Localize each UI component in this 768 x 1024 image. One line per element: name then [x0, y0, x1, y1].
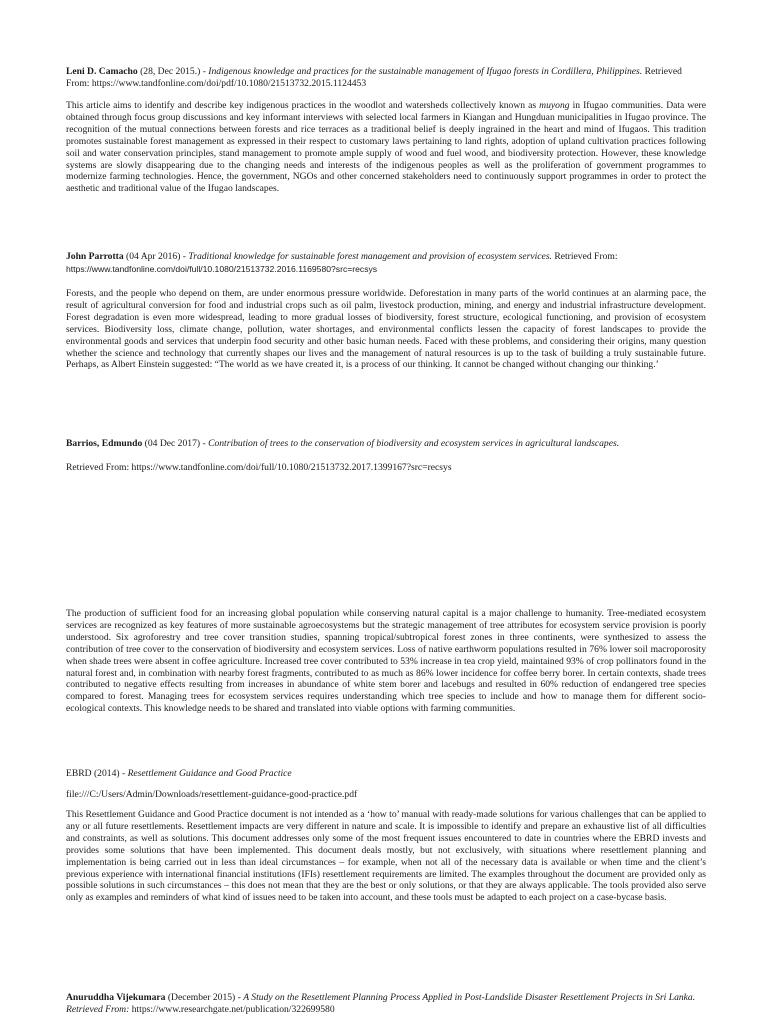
citation — [66, 768, 706, 780]
reference-entry-ebrd — [66, 768, 706, 904]
citation — [66, 66, 706, 90]
retrieved-label: Retrieved From: — [551, 251, 618, 262]
article-title: Resettlement Guidance and Good Practice — [127, 768, 292, 779]
article-url[interactable]: https://www.tandfonline.com/doi/full/10.1080/21513732.2016.1169580?src=recsys — [66, 264, 378, 274]
publication-date: (04 Dec 2017) - — [142, 438, 209, 449]
retrieved-label: Retrieved From: — [66, 66, 682, 89]
reference-abstract-barrios — [66, 608, 706, 715]
author-name: Barrios, Edmundo — [66, 438, 143, 449]
abstract — [66, 100, 706, 195]
citation — [66, 438, 706, 450]
article-url[interactable]: https://www.tandfonline.com/doi/pdf/10.1080/21513732.2015.1124453 — [91, 78, 367, 89]
abstract-text: This article aims to identify and describe key indigenous practices in the woodlot and watersheds collectively known as — [66, 100, 540, 111]
reference-entry-camacho — [66, 66, 706, 195]
publication-date: (28, Dec 2015.) - — [140, 66, 209, 77]
file-path[interactable]: file:///C:/Users/Admin/Downloads/resettlement-guidance-good-practice.pdf — [66, 789, 358, 800]
article-title: Traditional knowledge for sustainable forest management and provision of ecosystem services. — [188, 251, 552, 262]
article-title: Indigenous knowledge and practices for the sustainable management of Ifugao forests in Cordillera, Philippines. — [208, 66, 643, 77]
reference-entry-parrotta — [66, 251, 706, 371]
article-title: Contribution of trees to the conservation of biodiversity and ecosystem services in agricultural landscapes. — [208, 438, 620, 449]
abstract: The production of sufficient food for an increasing global population while conserving natural capital is a major challenge to humanity. Tree-mediated ecosystem services are recognized as key features of more sustainable agroecosystems but the strategic management of tree attributes for ecosystem service provision is poorly understood. Six agroforestry and tree cover transition studies, spanning tropical/subtropical forest zones in three continents, were synthesized to assess the contribution of tree cover to the conservation of biodiversity and ecosystem services. Loss of native earthworm populations resulted in 76% lower soil macroporosity when shade trees were absent in coffee agriculture. Increased tree cover contributed to 53% increase in tea crop yield, maintained 93% of crop pollinators found in the natural forest and, in combination with nearby forest fragments, contributed to as much as 86% lower incidence for coffee berry borer. In certain contexts, shade trees contributed to negative effects resulting from increases in abundance of white stem borer and lacebugs and resulted in 60% reduction of endangered tree species compared to forest. Managing trees for ecosystem services requires understanding which tree species to include and how to manage them for different socio-ecological contexts. This knowledge needs to be shared and translated into viable options with farming communities. — [66, 608, 706, 715]
publication-date: (04 Apr 2016) - — [123, 251, 189, 262]
publication-date: (December 2015) - — [165, 992, 244, 1003]
article-url[interactable]: https://www.researchgate.net/publication/322699580 — [129, 1004, 335, 1015]
author-name: EBRD (2014) - — [66, 768, 128, 779]
citation — [66, 992, 706, 1016]
citation — [66, 251, 706, 263]
abstract-text: in Ifugao communities. Data were obtained through focus group discussions and key informant interviews with selected local farmers in Kiangan and Hungduan municipalities in Ifugao province. The recognition of the mutual connections between forests and rice terraces as a traditional belief is deeply ingrained in the heart and mind of Ifugaos. This tradition promotes sustainable forest management as expressed in their respect to customary laws pertaining to land rights, adoption of upland cultivation practices following soil and water conservation principles, stand management to promote ample supply of wood and fuel wood, and biodiversity protection. However, these knowledge systems are slowly disappearing due to the changing needs and interests of the indigenous peoples as well as the proliferation of government programmes to modernize farming technologies. Hence, the government, NGOs and other concerned stakeholders need to continuously support programmes in order to protect the aesthetic and traditional value of the Ifugao landscapes. — [66, 100, 707, 195]
author-name: John Parrotta — [66, 251, 124, 262]
abstract-term: muyong — [539, 100, 570, 111]
reference-entry-vijekumara — [66, 992, 706, 1016]
article-url[interactable]: Retrieved From: https://www.tandfonline.com/doi/full/10.1080/21513732.2017.1399167?src=recsys — [66, 462, 452, 473]
article-title: A Study on the Resettlement Planning Process Applied in Post-Landslide Disaster Resettlement Projects in Sri Lanka. Retrieved From: — [66, 992, 696, 1015]
abstract: Forests, and the people who depend on them, are under enormous pressure worldwide. Deforestation in many parts of the world continues at an alarming pace, the result of agricultural conversion for food and industrial crops such as oil palm, livestock production, mining, and energy and industrial infrastructure development. Forest degradation is even more widespread, leading to more gradual losses of biodiversity, forest structure, ecological functioning, and provision of ecosystem services. Biodiversity loss, climate change, pollution, water shortages, and environmental conflicts lessen the capacity of forest landscapes to provide the environmental goods and services that underpin food security and other basic human needs. Faced with these problems, and considering their origins, many question whether the science and technology that currently shapes our lives and the management of natural resources is up to the task of building a truly sustainable future. Perhaps, as Albert Einstein suggested: “The world as we have created it, is a process of our thinking. It cannot be changed without changing our thinking.’ — [66, 288, 706, 371]
abstract: This Resettlement Guidance and Good Practice document is not intended as a ‘how to’ manual with ready-made solutions for various challenges that can be applied to any or all future resettlements. Resettlement impacts are very different in nature and scale. It is impossible to identify and prepare an exhaustive list of all difficulties and constraints, as well as solutions. This document addresses only some of the most frequent issues encountered to date in countries where the EBRD invests and provides some solutions that have been implemented. This document deals mostly, but not exclusively, with situations where resettlement planning and implementation is being carried out in less than ideal circumstances – for example, when not all of the necessary data is available or when time and the client’s previous experience with international financial institutions (IFIs) resettlement requirements are limited. The examples throughout the document are provided only as possible solutions in such circumstances – this does not mean that they are the best or only solutions, or that they are always applicable. The tools provided also serve only as examples and reminders of what kind of issues need to be taken into account, and these tools must be adapted to each project on a case-bycase basis. — [66, 809, 706, 904]
reference-entry-barrios — [66, 438, 706, 474]
author-name: Anuruddha Vijekumara — [66, 992, 166, 1003]
author-name: Leni D. Camacho — [66, 66, 138, 77]
